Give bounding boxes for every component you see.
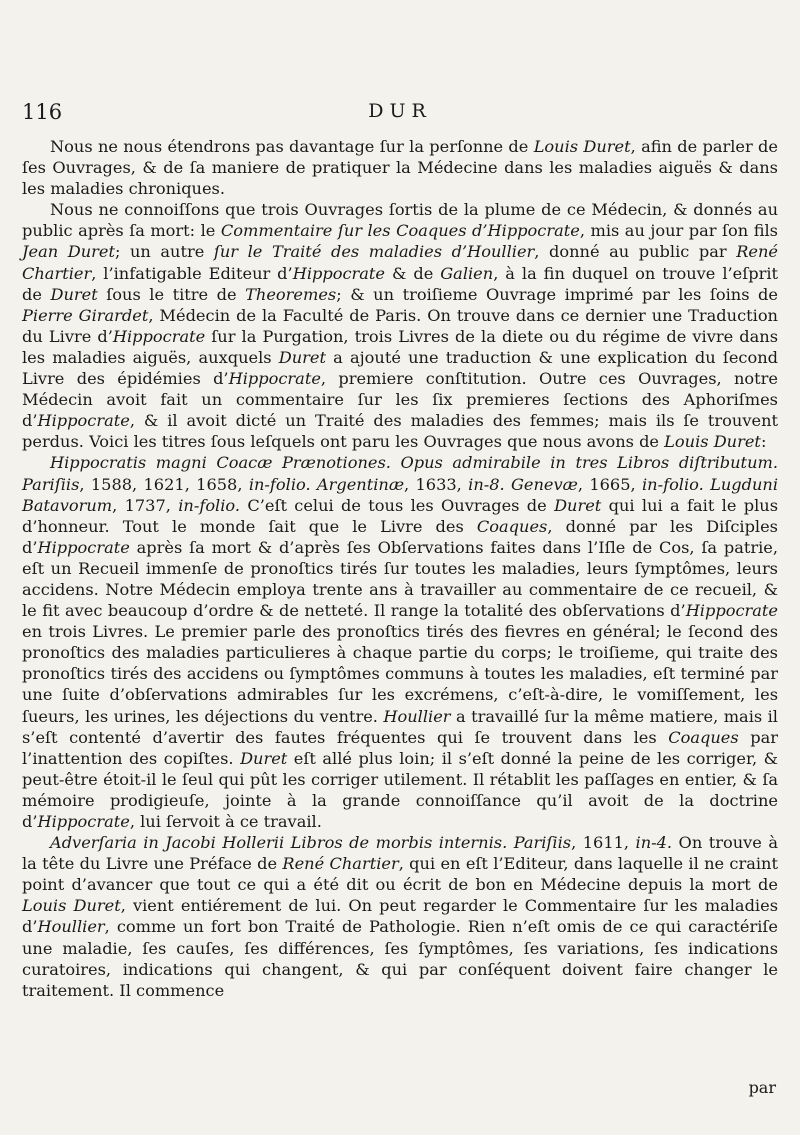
text-run: , l’infatigable Editeur d’ xyxy=(91,263,293,283)
italic-text-run: Hippocrate xyxy=(37,411,130,431)
italic-text-run: Duret xyxy=(554,495,602,515)
paragraph-coacae xyxy=(22,452,778,832)
italic-text-run: Coaques xyxy=(668,727,739,747)
italic-text-run: in-4. xyxy=(635,833,673,853)
text-run: , afin de parler de ſes Ouvrages, & de ſa maniere de pratiquer la Médecine dans les maladies aiguës & dans les maladies chroniques. xyxy=(22,137,778,199)
text-run: , qui en eſt l’Editeur, dans laquelle il ne craint point d’avancer que tout ce qui a été dit ou écrit de bon en Médecine depuis la mort de xyxy=(22,854,778,895)
italic-text-run: Adverſaria in Jacobi Hollerii Libros de morbis internis. Pariſiis xyxy=(50,833,572,853)
text-run: On trouve à la tête du Livre une Préface de xyxy=(22,833,778,874)
italic-text-run: Hippocratis magni Coacæ Prænotiones. Opus admirabile in tres Libros diſtributum. Pariſiis xyxy=(22,453,778,494)
text-run: en trois Livres. Le premier parle des pronoſtics tirés des fievres en général; le ſecond des pronoſtics des maladies particulieres à chaque partie du corps; le troiſieme, qui traite des pronoſtics tirés des accidens ou ſymptômes communs à toutes les maladies, eſt terminé par une ſuite d’obſervations admirables ſur les excrémens, c’eſt-à-dire, le vomiſſement, les ſueurs, les urines, les déjections du ventre. xyxy=(22,622,778,726)
text-run: : xyxy=(760,432,767,452)
italic-text-run: in-folio. Lugduni Batavorum xyxy=(22,474,779,515)
italic-text-run: Hippocrate xyxy=(685,601,778,621)
italic-text-run: Galien xyxy=(440,263,494,283)
italic-text-run: ſur le Traité des maladies d’Houllier xyxy=(213,242,535,262)
italic-text-run: in-8. Genevæ xyxy=(468,474,578,494)
italic-text-run: Hippocrate xyxy=(112,326,206,346)
text-run: , 1665, xyxy=(577,474,642,494)
text-run: , premiere conſtitution. Outre ces Ouvrages, notre Médecin avoit fait un commentaire ſur les ſix premieres ſections des Aphoriſmes d’ xyxy=(22,369,779,431)
italic-text-run: Theoremes xyxy=(245,284,337,304)
text-run: , donné par les Diſciples d’ xyxy=(22,516,778,557)
text-run: , 1588, 1621, 1658, xyxy=(79,474,249,494)
text-run: , Médecin de la Faculté de Paris. On trouve dans ce dernier une Traduction du Livre d’ xyxy=(22,305,778,346)
text-run: , & il avoit dicté un Traité des maladies des femmes; mais ils ſe trouvent perdus. Voici les titres ſous leſquels ont paru les Ouvrages que nous avons de xyxy=(22,411,778,452)
text-run: , 1611, xyxy=(571,833,636,853)
catchword: par xyxy=(748,1078,776,1097)
italic-text-run: Duret xyxy=(240,748,288,768)
running-head: DUR xyxy=(368,100,432,122)
italic-text-run: Coaques xyxy=(476,516,548,536)
text-run: , à la fin duquel on trouve l’eſprit de xyxy=(22,263,779,304)
italic-text-run: in-folio. Argentinæ xyxy=(248,474,405,494)
text-run: ; un autre xyxy=(114,242,214,262)
text-run: ; & un troiſieme Ouvrage imprimé par les ſoins de xyxy=(336,284,778,304)
text-run: , lui ſervoit à ce travail. xyxy=(129,812,322,831)
italic-text-run: Hippocrate xyxy=(37,537,130,557)
italic-text-run: in-folio. xyxy=(178,495,241,515)
text-run: a travaillé ſur la même matiere, mais il s’eſt contenté d’avertir des fautes fréquentes qui ſe trouvent dans les xyxy=(22,706,778,747)
text-run: qui lui a fait le plus d’honneur. Tout le monde ſait que le Livre des xyxy=(22,495,779,536)
italic-text-run: Louis Duret xyxy=(664,432,761,452)
text-run: , 1633, xyxy=(404,474,469,494)
italic-text-run: Duret xyxy=(50,284,98,304)
italic-text-run: Hippocrate xyxy=(228,369,321,389)
text-run: , 1737, xyxy=(112,495,179,515)
text-run: ſous le titre de xyxy=(97,284,246,304)
text-run: eſt allé plus loin; il s’eſt donné la peine de les corriger, & peut-être étoit-il le ſeul qui pût les corriger utilement. Il rétablit les paſſages en entier, & ſa mémoire prodigieuſe, jointe à la grande connoiſſance qu’il avoit de la doctrine d’ xyxy=(22,748,778,831)
italic-text-run: Louis Duret xyxy=(22,896,121,916)
paragraph-works xyxy=(22,199,778,452)
italic-text-run: Houllier xyxy=(37,917,105,937)
italic-text-run: René Chartier xyxy=(22,242,778,283)
text-run: Nous ne connoiſſons que trois Ouvrages ſortis de la plume de ce Médecin, & donnés au public après ſa mort: le xyxy=(22,200,778,241)
text-run: a ajouté une traduction & une explication du ſecond Livre des épidémies d’ xyxy=(22,347,778,389)
italic-text-run: René Chartier xyxy=(282,854,399,874)
italic-text-run: Commentaire ſur les Coaques d’Hippocrate xyxy=(220,221,580,241)
page-header xyxy=(22,100,778,136)
italic-text-run: Pierre Girardet xyxy=(22,305,149,325)
italic-text-run: Jean Duret xyxy=(22,242,115,262)
italic-text-run: Duret xyxy=(278,347,326,367)
italic-text-run: Hippocrate xyxy=(292,263,386,283)
page-number: 116 xyxy=(22,100,63,124)
text-run: après ſa mort & d’après ſes Obſervations faites dans l’Iſle de Cos, ſa patrie, eſt un Recueil immenſe de pronoſtics tirés ſur toutes les maladies, leurs ſymptômes, leurs accidens. Notre Médecin employa trente ans à travailler au commentaire de ce recueil, & le fit avec beaucoup d’ordre & de netteté. Il range la totalité des obſervations d’ xyxy=(22,537,778,621)
text-run: par l’inattention des copiſtes. xyxy=(22,727,779,768)
text-run: & de xyxy=(385,263,441,283)
italic-text-run: Louis Duret xyxy=(533,137,631,156)
text-run: , donné au public par xyxy=(534,242,737,262)
text-run: Nous ne nous étendrons pas davantage ſur la perſonne de xyxy=(50,137,534,156)
italic-text-run: Houllier xyxy=(383,706,451,726)
body-text xyxy=(22,136,778,1001)
paragraph-adversaria xyxy=(22,832,778,1001)
italic-text-run: Hippocrate xyxy=(37,812,130,831)
text-run: ſur la Purgation, trois Livres de la diete ou du régime de vivre dans les maladies aiguës, auxquels xyxy=(22,326,778,367)
paragraph-intro xyxy=(22,136,778,199)
text-run: C’eſt celui de tous les Ouvrages de xyxy=(240,495,555,515)
text-run: , mis au jour par ſon fils xyxy=(579,221,778,241)
text-run: , vient entiérement de lui. On peut regarder le Commentaire ſur les maladies d’ xyxy=(22,896,778,937)
text-run: , comme un fort bon Traité de Pathologie. Rien n’eſt omis de ce qui caractériſe une maladie, ſes cauſes, ſes différences, ſes ſymptômes, ſes variations, ſes indications curatoires, indications qui changent, & qui par conſéquent doivent faire changer le traitement. Il commence xyxy=(22,917,778,1000)
